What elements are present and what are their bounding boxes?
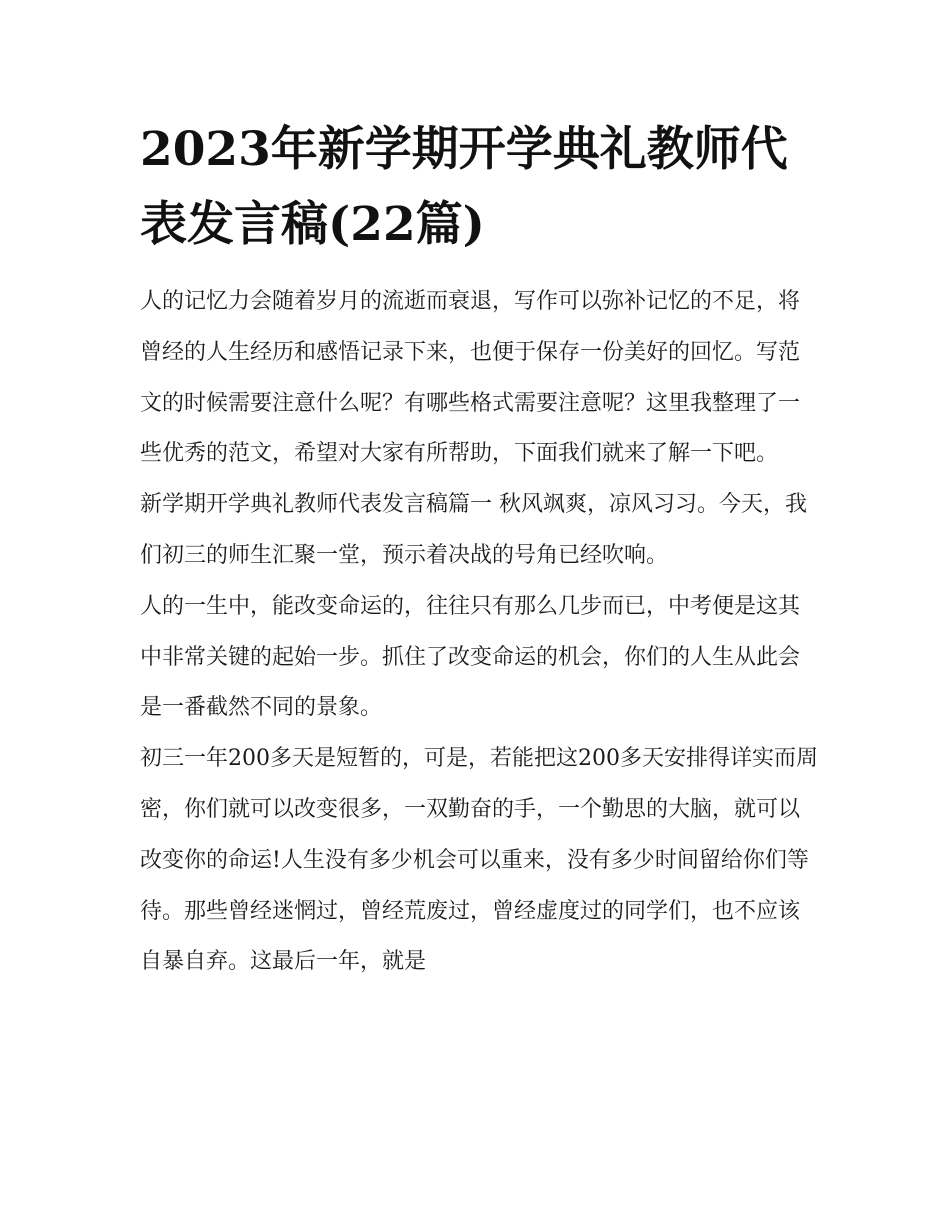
paragraph-1: 新学期开学典礼教师代表发言稿篇一 秋风飒爽，凉风习习。今天，我们初三的师生汇聚一堂，预示着决战的号角已经吹响。 <box>140 492 807 568</box>
document-body <box>140 277 820 988</box>
paragraph-intro: 人的记忆力会随着岁月的流逝而衰退，写作可以弥补记忆的不足，将曾经的人生经历和感悟记录下来，也便于保存一份美好的回忆。写范文的时候需要注意什么呢？有哪些格式需要注意呢？这里我整理了一些优秀的范文，希望对大家有所帮助，下面我们就来了解一下吧。 <box>140 289 801 467</box>
document-title: 2023年新学期开学典礼教师代表发言稿(22篇) <box>140 122 788 252</box>
paragraph-3: 初三一年200多天是短暂的，可是，若能把这200多天安排得详实而周密，你们就可以改变很多，一双勤奋的手，一个勤思的大脑，就可以改变你的命运!人生没有多少机会可以重来，没有多少时间留给你们等待。那些曾经迷惘过，曾经荒废过，曾经虚度过的同学们，也不应该自暴自弃。这最后一年，就是 <box>140 746 818 975</box>
paragraph-2: 人的一生中，能改变命运的，往往只有那么几步而已，中考便是这其中非常关键的起始一步。抓住了改变命运的机会，你们的人生从此会是一番截然不同的景象。 <box>140 593 801 721</box>
